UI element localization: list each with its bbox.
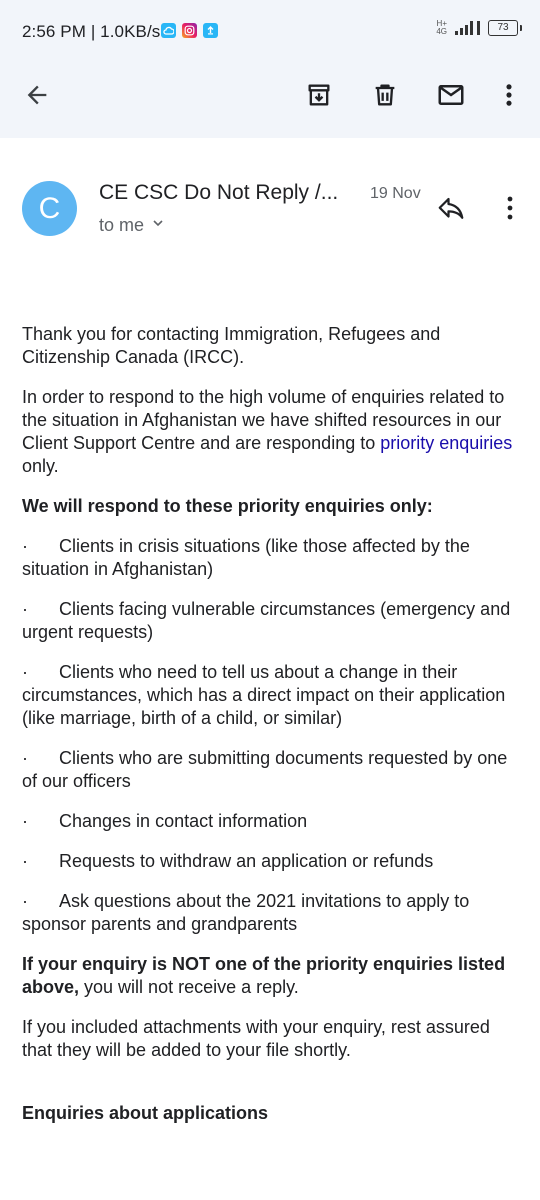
status-system-icons (436, 20, 518, 36)
attachments-paragraph: If you included attachments with your enquiry, rest assured that they will be added to your file shortly. (22, 1017, 490, 1060)
upload-notification-icon (203, 23, 218, 38)
not-priority-paragraph: If your enquiry is NOT one of the priority enquiries listed above, you will not receive a reply. (22, 954, 506, 997)
message-more-icon[interactable] (500, 194, 520, 227)
more-vert-icon[interactable] (494, 80, 524, 110)
recipient-details-toggle[interactable] (99, 215, 166, 236)
intro-paragraph: Thank you for contacting Immigration, Refugees and Citizenship Canada (IRCC). (22, 324, 441, 367)
email-date: 19 Nov (370, 185, 421, 202)
status-bar (0, 0, 540, 62)
email-toolbar (0, 62, 540, 138)
battery-level: 73 (497, 22, 509, 33)
list-item: · Clients facing vulnerable circumstances (emergency and urgent requests) (22, 599, 511, 642)
priority-heading: We will respond to these priority enquiries only: (22, 496, 433, 516)
sender-avatar[interactable] (22, 181, 77, 236)
cloud-notification-icon (161, 23, 176, 38)
network-type-label: H+ 4G (436, 19, 447, 36)
avatar-letter: C (38, 191, 61, 225)
list-item: · Clients who are submitting documents requested by one of our officers (22, 748, 508, 791)
sender-name[interactable]: CE CSC Do Not Reply /... (99, 181, 339, 204)
list-item: · Clients who need to tell us about a change in their circumstances, which has a direct impact on their application (like marriage, birth of a child, or similar) (22, 662, 506, 728)
email-body (22, 323, 522, 1142)
chevron-down-icon (150, 215, 166, 236)
volume-paragraph: In order to respond to the high volume of enquiries related to the situation in Afghanistan we have shifted resources in our Client Support Centre and are responding to priority enquiries only. (22, 387, 513, 476)
reply-icon[interactable] (436, 194, 466, 229)
recipient-label: to me (99, 215, 145, 235)
section-heading: Enquiries about applications (22, 1103, 269, 1123)
list-item: · Clients in crisis situations (like those affected by the situation in Afghanistan) (22, 536, 470, 579)
status-notification-icons (161, 23, 218, 38)
status-time: 2:56 PM | 1.0KB/s (22, 22, 161, 41)
list-item: · Changes in contact information (22, 811, 308, 831)
mark-unread-icon[interactable] (436, 80, 466, 110)
battery-icon (488, 20, 518, 36)
delete-icon[interactable] (370, 80, 400, 110)
archive-icon[interactable] (304, 80, 334, 110)
signal-strength-icon (455, 21, 480, 35)
priority-enquiries-link[interactable]: priority enquiries (380, 433, 513, 453)
list-item: · Ask questions about the 2021 invitations to apply to sponsor parents and grandparents (22, 891, 470, 934)
back-arrow-icon[interactable] (22, 80, 52, 110)
instagram-notification-icon (182, 23, 197, 38)
email-content[interactable] (0, 138, 540, 1200)
list-item: · Requests to withdraw an application or refunds (22, 851, 434, 871)
